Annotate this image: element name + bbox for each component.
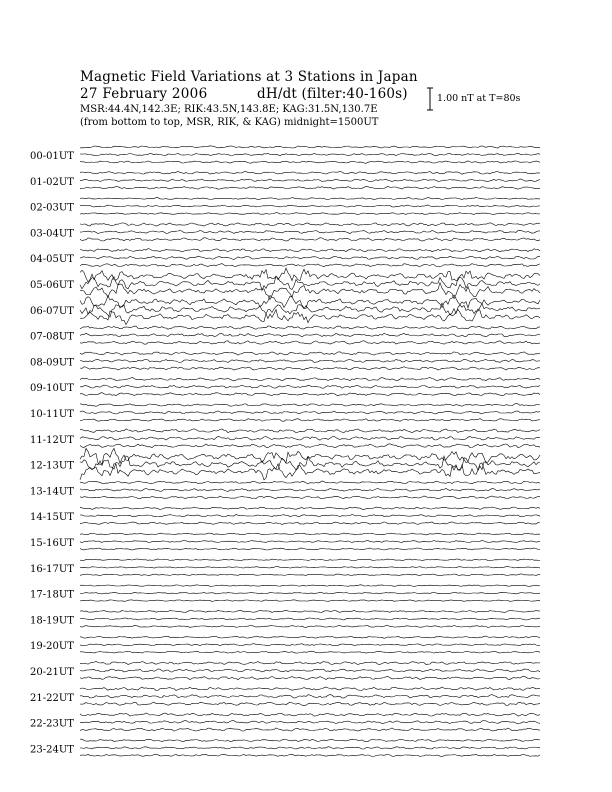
trace-msr	[80, 187, 540, 190]
trace-kag	[80, 610, 540, 612]
hour-label: 21-22UT	[30, 692, 74, 704]
trace-rik	[80, 411, 540, 414]
trace-kag	[80, 146, 540, 148]
trace-kag	[80, 687, 540, 691]
trace-rik	[80, 618, 540, 620]
hour-label: 09-10UT	[30, 383, 74, 395]
trace-kag	[80, 662, 540, 665]
trace-msr	[80, 574, 540, 576]
trace-msr	[80, 341, 540, 345]
trace-rik	[80, 436, 540, 440]
trace-kag	[80, 636, 540, 638]
trace-rik	[80, 276, 540, 290]
trace-msr	[80, 238, 540, 241]
trace-msr	[80, 728, 540, 731]
trace-kag	[80, 268, 540, 282]
trace-msr	[80, 264, 540, 267]
trace-msr	[80, 213, 540, 215]
trace-rik	[80, 669, 540, 672]
hour-label: 03-04UT	[30, 228, 74, 240]
hour-label: 07-08UT	[30, 331, 74, 343]
trace-msr	[80, 444, 540, 448]
hour-label: 05-06UT	[30, 280, 74, 291]
trace-rik	[80, 333, 540, 337]
trace-kag	[80, 739, 540, 741]
trace-kag	[80, 172, 540, 175]
hour-label: 00-01UT	[30, 151, 74, 162]
trace-rik	[80, 747, 540, 749]
filter-label: dH/dt (filter:40-160s)	[257, 86, 408, 102]
trace-rik	[80, 359, 540, 362]
hour-label: 23-24UT	[30, 744, 74, 756]
trace-rik	[80, 721, 540, 724]
trace-msr	[80, 702, 540, 706]
trace-kag	[80, 326, 540, 329]
trace-msr	[80, 161, 540, 164]
trace-kag	[80, 429, 540, 433]
trace-msr	[80, 548, 540, 550]
trace-rik	[80, 256, 540, 259]
trace-msr	[80, 522, 540, 525]
trace-kag	[80, 223, 540, 226]
trace-rik	[80, 230, 540, 233]
scale-bar-label: 1.00 nT at T=80s	[437, 93, 521, 104]
trace-kag	[80, 507, 540, 509]
hour-label: 17-18UT	[30, 589, 74, 601]
trace-rik	[80, 179, 540, 182]
hour-label: 15-16UT	[30, 538, 74, 549]
trace-rik	[80, 515, 540, 517]
hour-label: 04-05UT	[30, 254, 74, 266]
trace-rik	[80, 695, 540, 698]
hour-label: 10-11UT	[30, 409, 74, 420]
trace-msr	[80, 309, 540, 325]
chart-title: Magnetic Field Variations at 3 Stations in Japan	[80, 69, 418, 85]
hour-label: 11-12UT	[30, 434, 74, 446]
hour-label: 08-09UT	[30, 357, 74, 369]
hour-label: 18-19UT	[30, 615, 74, 627]
hour-label: 22-23UT	[30, 718, 74, 730]
trace-kag	[80, 533, 540, 535]
station-order-note: (from bottom to top, MSR, RIK, & KAG) midnight=1500UT	[80, 117, 379, 128]
trace-rik	[80, 644, 540, 646]
trace-msr	[80, 625, 540, 627]
hour-label: 13-14UT	[30, 486, 74, 498]
trace-rik	[80, 567, 540, 569]
trace-kag	[80, 295, 540, 308]
trace-msr	[80, 754, 540, 756]
trace-msr	[80, 651, 540, 653]
trace-rik	[80, 153, 540, 155]
trace-kag	[80, 249, 540, 252]
hour-label: 20-21UT	[30, 667, 74, 678]
hour-label: 19-20UT	[30, 641, 74, 653]
trace-msr	[80, 367, 540, 370]
trace-kag	[80, 198, 540, 200]
trace-rik	[80, 488, 540, 491]
trace-kag	[80, 713, 540, 716]
hour-label: 01-02UT	[30, 176, 74, 188]
trace-kag	[80, 559, 540, 561]
trace-rik	[80, 592, 540, 594]
trace-rik	[80, 303, 540, 317]
trace-msr	[80, 496, 540, 499]
hour-label: 06-07UT	[30, 305, 74, 317]
trace-kag	[80, 404, 540, 407]
chart-date: 27 February 2006	[80, 86, 208, 102]
trace-kag	[80, 448, 540, 464]
scale-bar	[427, 88, 433, 110]
station-coordinates: MSR:44.4N,142.3E; RIK:43.5N,143.8E; KAG:31.5N,130.7E	[80, 104, 378, 115]
trace-rik	[80, 205, 540, 207]
hour-label: 12-13UT	[30, 460, 74, 472]
hour-label: 02-03UT	[30, 202, 74, 214]
trace-kag	[80, 378, 540, 381]
hour-label: 16-17UT	[30, 563, 74, 575]
trace-msr	[80, 393, 540, 396]
hour-label: 14-15UT	[30, 512, 74, 524]
trace-kag	[80, 481, 540, 484]
trace-msr	[80, 600, 540, 602]
trace-msr	[80, 419, 540, 422]
trace-rik	[80, 385, 540, 388]
trace-kag	[80, 352, 540, 355]
trace-kag	[80, 585, 540, 587]
trace-rik	[80, 540, 540, 542]
trace-msr	[80, 463, 540, 480]
trace-msr	[80, 676, 540, 679]
